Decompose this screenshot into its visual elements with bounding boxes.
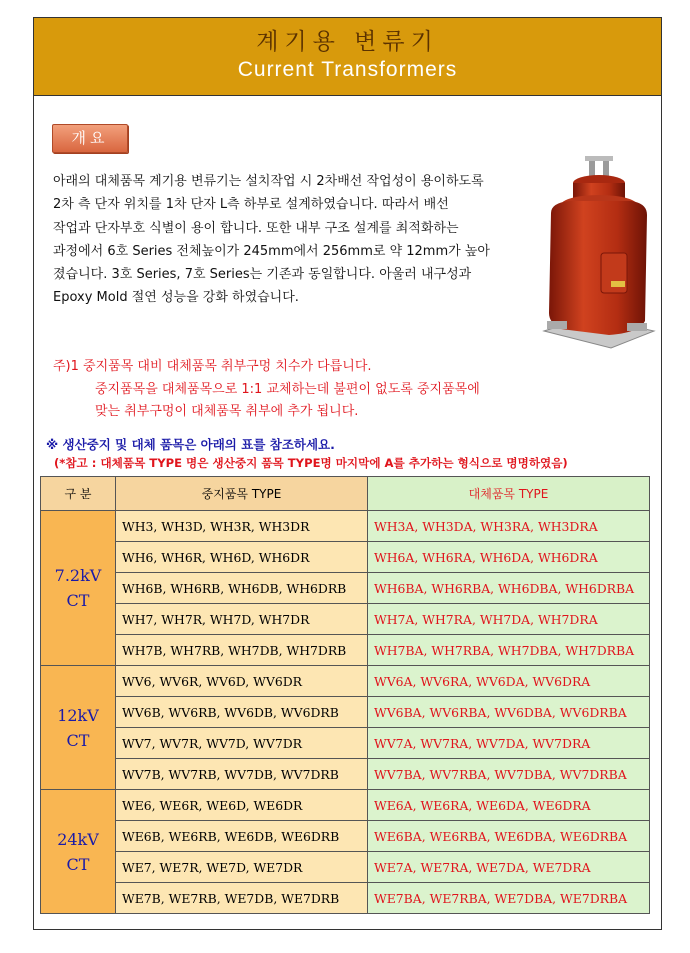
replacement-cell: WH7A, WH7RA, WH7DA, WH7DRA: [368, 604, 650, 635]
table-row: [41, 573, 650, 604]
table-row: [41, 542, 650, 573]
discontinued-cell: WE6B, WE6RB, WE6DB, WE6DRB: [116, 821, 368, 852]
page-frame: [33, 17, 662, 930]
group-label: 12kV: [57, 705, 99, 725]
overview-line: 작업과 단자부호 식별이 용이 합니다. 또한 내부 구조 설계를 최적화하는: [53, 220, 459, 236]
discontinued-cell: WH7B, WH7RB, WH7DB, WH7DRB: [116, 635, 368, 666]
overview-line: 졌습니다. 3호 Series, 7호 Series는 기존과 동일합니다. 아울러 내구성과: [53, 267, 472, 283]
replacement-cell: WV7BA, WV7RBA, WV7DBA, WV7DRBA: [368, 759, 650, 790]
header-replacement-type: 대체품목 TYPE: [368, 477, 650, 511]
overview-line: 2차 측 단자 위치를 1차 단자 L측 하부로 설계하였습니다. 따라서 배선: [53, 197, 449, 213]
discontinued-cell: WH7, WH7R, WH7D, WH7DR: [116, 604, 368, 635]
replacement-cell: WE7BA, WE7RBA, WE7DBA, WE7DRBA: [368, 883, 650, 914]
title-english: Current Transformers: [237, 58, 458, 81]
replacement-cell: WH6BA, WH6RBA, WH6DBA, WH6DRBA: [368, 573, 650, 604]
discontinued-cell: WH3, WH3D, WH3R, WH3DR: [116, 511, 368, 542]
replacement-cell: WE7A, WE7RA, WE7DA, WE7DRA: [368, 852, 650, 883]
overview-line: 아래의 대체품목 계기용 변류기는 설치작업 시 2차배선 작업성이 용이하도록: [53, 174, 484, 189]
table-row: [41, 697, 650, 728]
table-header-row: [41, 477, 650, 511]
group-label: 24kV: [57, 829, 99, 849]
header-discontinued-type: 중지품목 TYPE: [116, 477, 368, 511]
naming-note: (*참고 : 대체품목 TYPE 명은 생산중지 품목 TYPE명 마지막에 A를 추가하는 형식으로 명명하였음): [54, 456, 568, 470]
discontinued-cell: WV7B, WV7RB, WV7DB, WV7DRB: [116, 759, 368, 790]
table-row: [41, 852, 650, 883]
table-row: [41, 821, 650, 852]
replacement-cell: WH7BA, WH7RBA, WH7DBA, WH7DRBA: [368, 635, 650, 666]
group-cell-12kv: [41, 666, 116, 790]
table-row: [41, 728, 650, 759]
overview-line: 과정에서 6호 Series 전체높이가 245mm에서 256mm로 약 12mm가 높아: [53, 243, 490, 259]
header-group: 구 분: [41, 477, 116, 511]
notice-line-3: 맞는 취부구멍이 대체품목 취부에 추가 됩니다.: [95, 404, 359, 419]
notice-block: [53, 356, 553, 424]
group-label-ct: CT: [66, 854, 90, 874]
replacement-cell: WE6A, WE6RA, WE6DA, WE6DRA: [368, 790, 650, 821]
current-transformer-product-image: [539, 153, 657, 353]
discontinued-cell: WE7B, WE7RB, WE7DB, WE7DRB: [116, 883, 368, 914]
discontinued-cell: WH6B, WH6RB, WH6DB, WH6DRB: [116, 573, 368, 604]
header-banner: [34, 18, 661, 96]
overview-line: Epoxy Mold 절연 성능을 강화 하였습니다.: [53, 290, 299, 306]
table-row: [41, 759, 650, 790]
table-row: [41, 790, 650, 821]
table-row: [41, 883, 650, 914]
table-row: [41, 635, 650, 666]
discontinued-cell: WV6, WV6R, WV6D, WV6DR: [116, 666, 368, 697]
replacement-cell: WH3A, WH3DA, WH3RA, WH3DRA: [368, 511, 650, 542]
discontinued-cell: WE7, WE7R, WE7D, WE7DR: [116, 852, 368, 883]
discontinued-cell: WV6B, WV6RB, WV6DB, WV6DRB: [116, 697, 368, 728]
table-row: [41, 604, 650, 635]
overview-badge: 개요: [52, 124, 128, 153]
table-row: [41, 666, 650, 697]
overview-text: [53, 170, 531, 310]
group-label-ct: CT: [66, 591, 90, 610]
group-cell-7-2kv: [41, 511, 116, 666]
replacement-cell: WV6BA, WV6RBA, WV6DBA, WV6DRBA: [368, 697, 650, 728]
replacement-type-table: [40, 476, 650, 914]
replacement-cell: WH6A, WH6RA, WH6DA, WH6DRA: [368, 542, 650, 573]
reference-note: ※ 생산중지 및 대체 품목은 아래의 표를 참조하세요.: [46, 437, 335, 452]
group-label: 7.2kV: [54, 566, 102, 585]
replacement-cell: WV7A, WV7RA, WV7DA, WV7DRA: [368, 728, 650, 759]
notice-line-1: 주)1 중지품목 대비 대체품목 취부구멍 치수가 다릅니다.: [53, 359, 372, 374]
group-cell-24kv: [41, 790, 116, 914]
replacement-cell: WV6A, WV6RA, WV6DA, WV6DRA: [368, 666, 650, 697]
replacement-cell: WE6BA, WE6RBA, WE6DBA, WE6DRBA: [368, 821, 650, 852]
discontinued-cell: WE6, WE6R, WE6D, WE6DR: [116, 790, 368, 821]
table-row: [41, 511, 650, 542]
group-label-ct: CT: [66, 730, 90, 750]
discontinued-cell: WH6, WH6R, WH6D, WH6DR: [116, 542, 368, 573]
notice-line-2: 중지품목을 대체품목으로 1:1 교체하는데 불편이 없도록 중지품목에: [95, 381, 480, 397]
title-korean: 계기용 변류기: [256, 29, 439, 55]
discontinued-cell: WV7, WV7R, WV7D, WV7DR: [116, 728, 368, 759]
